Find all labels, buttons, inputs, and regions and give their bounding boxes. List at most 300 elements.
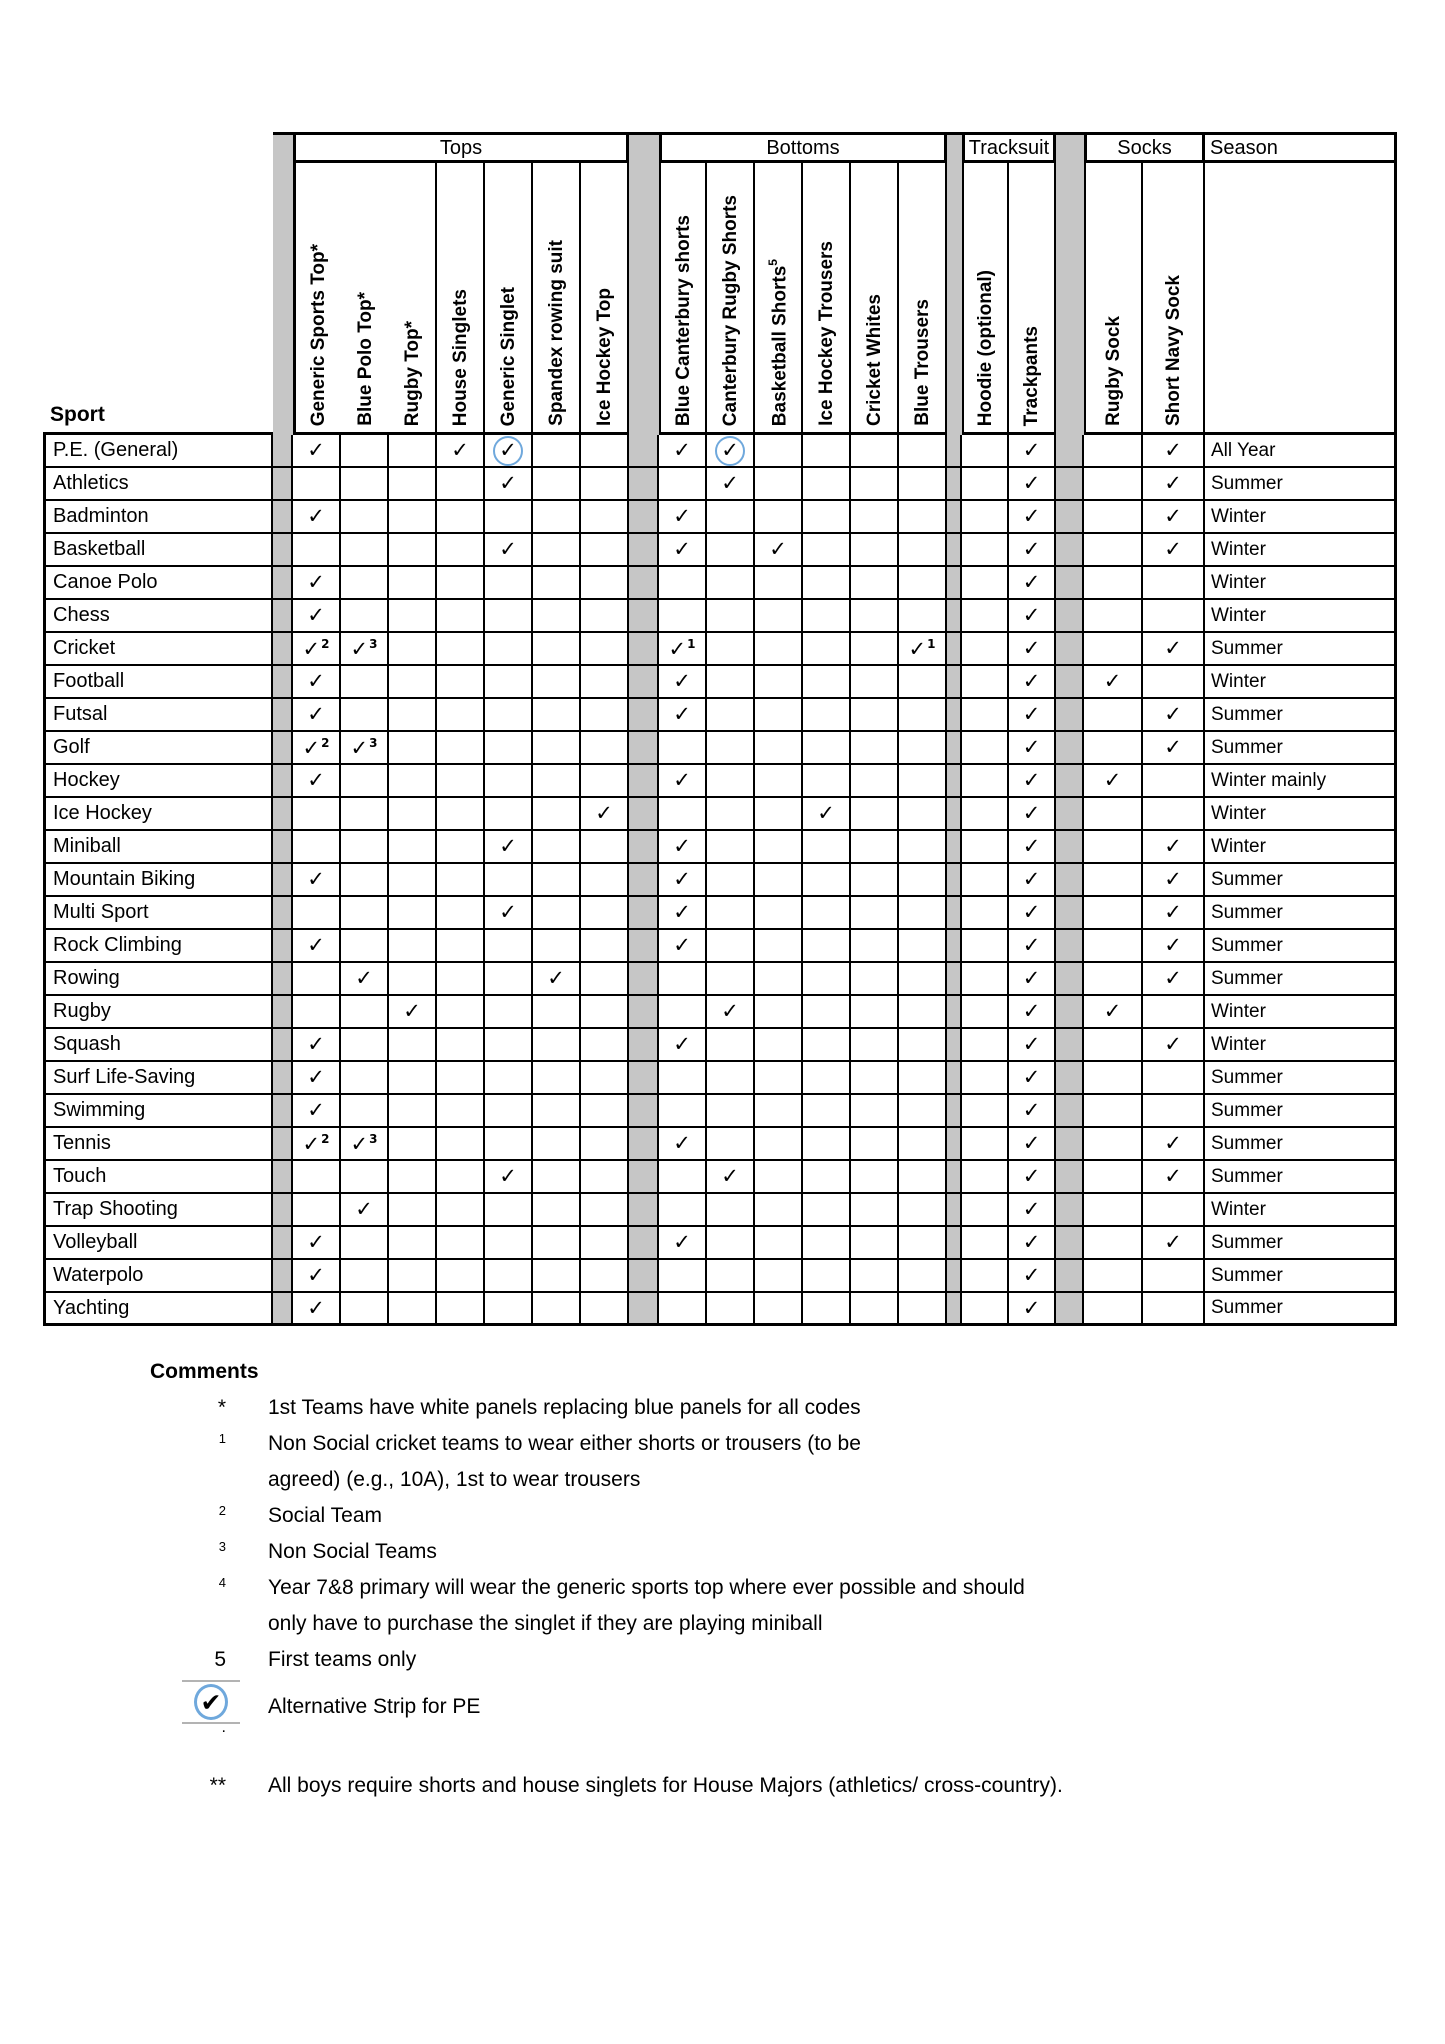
check-cell (1143, 930, 1205, 963)
gray-divider-cell (947, 699, 962, 732)
check-cell (1143, 600, 1205, 633)
check-cell (851, 864, 899, 897)
check-cell (533, 1260, 581, 1293)
check-cell (293, 435, 341, 468)
check-cell (437, 468, 485, 501)
gray-divider-cell (273, 1194, 293, 1227)
gray-divider-cell (947, 996, 962, 1029)
check-cell (581, 996, 629, 1029)
check-cell (1009, 600, 1056, 633)
check-cell (962, 501, 1009, 534)
check-cell (851, 897, 899, 930)
check-cell (1143, 1029, 1205, 1062)
check-cell (962, 699, 1009, 732)
sport-row-label: Squash (43, 1029, 273, 1062)
check-cell (341, 501, 389, 534)
check-cell (1084, 1227, 1143, 1260)
check-cell (707, 930, 755, 963)
check-cell (341, 699, 389, 732)
stray-dot: . (221, 1719, 226, 1736)
gray-divider-cell (1056, 1128, 1084, 1161)
check-cell (755, 831, 803, 864)
check-cell (962, 831, 1009, 864)
check-cell (485, 633, 533, 666)
check-cell (962, 600, 1009, 633)
check-cell (1009, 1062, 1056, 1095)
check-cell (755, 897, 803, 930)
check-cell (899, 1227, 947, 1260)
check-mark: ✓ (1022, 504, 1041, 528)
check-cell (755, 996, 803, 1029)
check-cell (581, 930, 629, 963)
check-cell (803, 897, 851, 930)
check-cell (485, 732, 533, 765)
check-mark: ✓$^2$ (302, 1131, 330, 1156)
check-cell (707, 1260, 755, 1293)
check-cell (962, 468, 1009, 501)
gray-divider-cell (1056, 864, 1084, 897)
sport-row-label: Multi Sport (43, 897, 273, 930)
check-cell (803, 732, 851, 765)
check-cell (1009, 732, 1056, 765)
gray-divider-strip (947, 132, 962, 435)
check-cell (1009, 864, 1056, 897)
check-cell (899, 1095, 947, 1128)
check-cell (899, 1029, 947, 1062)
check-cell (1143, 567, 1205, 600)
check-mark: ✓ (499, 900, 517, 924)
gray-divider-cell (947, 765, 962, 798)
check-cell (389, 534, 437, 567)
check-cell (533, 996, 581, 1029)
check-cell (533, 1029, 581, 1062)
check-cell (485, 831, 533, 864)
check-cell (293, 1128, 341, 1161)
column-header-label: Rugby Top* (401, 320, 423, 426)
check-cell (533, 831, 581, 864)
check-mark: ✓ (1022, 669, 1041, 693)
check-cell (755, 864, 803, 897)
check-cell (803, 699, 851, 732)
check-mark: ✓ (307, 1230, 325, 1254)
check-cell (707, 699, 755, 732)
check-mark: ✓ (673, 537, 691, 561)
sport-row-label: Mountain Biking (43, 864, 273, 897)
check-mark: ✓ (1022, 867, 1041, 891)
gray-divider-cell (947, 501, 962, 534)
footnote-text-line: agreed) (e.g., 10A), 1st to wear trousers (268, 1468, 641, 1491)
check-mark: ✓ (1164, 702, 1182, 726)
check-cell (437, 1029, 485, 1062)
check-cell (707, 1029, 755, 1062)
column-header-label: Ice Hockey Top (593, 288, 615, 426)
gray-divider-cell (1056, 633, 1084, 666)
check-cell (962, 1260, 1009, 1293)
footnote-text (268, 1570, 1340, 1642)
check-cell (1084, 567, 1143, 600)
gray-divider-cell (1056, 963, 1084, 996)
check-cell (659, 1293, 707, 1326)
check-cell (803, 1194, 851, 1227)
check-cell (389, 699, 437, 732)
check-mark: ✓ (307, 867, 325, 891)
check-cell (1143, 831, 1205, 864)
column-group-header-socks: Socks (1084, 132, 1205, 163)
check-mark: ✓ (1022, 768, 1041, 792)
check-cell (899, 996, 947, 1029)
check-cell (851, 1029, 899, 1062)
check-cell (803, 666, 851, 699)
check-cell (581, 864, 629, 897)
gray-divider-cell (1056, 567, 1084, 600)
check-cell (803, 798, 851, 831)
check-cell (437, 534, 485, 567)
check-cell (899, 1260, 947, 1293)
check-cell (707, 963, 755, 996)
gray-divider-cell (273, 1293, 293, 1326)
check-cell (1009, 1260, 1056, 1293)
gray-divider-cell (947, 435, 962, 468)
check-cell (755, 1029, 803, 1062)
comments-section (150, 1360, 1340, 1804)
check-cell (851, 1128, 899, 1161)
sport-row-label: Tennis (43, 1128, 273, 1161)
check-cell (803, 765, 851, 798)
check-cell (389, 1029, 437, 1062)
check-cell (1009, 1227, 1056, 1260)
footnote (150, 1570, 1340, 1642)
column-header (485, 163, 533, 435)
check-cell (962, 1029, 1009, 1062)
check-cell (1084, 468, 1143, 501)
gray-divider-cell (1056, 600, 1084, 633)
check-cell (1009, 435, 1056, 468)
check-mark: ✓ (403, 999, 421, 1023)
check-cell (293, 930, 341, 963)
check-mark: ✓ (307, 669, 325, 693)
gray-divider-strip (1056, 132, 1084, 435)
gray-divider-cell (273, 864, 293, 897)
check-cell (962, 930, 1009, 963)
gray-divider-cell (273, 732, 293, 765)
column-header (707, 163, 755, 435)
check-cell (341, 897, 389, 930)
check-cell (1009, 633, 1056, 666)
gray-divider-cell (947, 1260, 962, 1293)
gray-divider-cell (273, 1161, 293, 1194)
season-cell: All Year (1205, 435, 1397, 468)
check-cell (293, 534, 341, 567)
check-mark: ✓$^3$ (350, 636, 378, 661)
gray-divider-cell (1056, 1260, 1084, 1293)
check-cell (755, 1062, 803, 1095)
check-mark: ✓ (1022, 438, 1041, 462)
column-header-label: Blue Polo Top* (354, 292, 376, 426)
check-mark: ✓ (1103, 669, 1122, 693)
season-cell: Winter (1205, 567, 1397, 600)
check-cell (1084, 633, 1143, 666)
check-cell (293, 666, 341, 699)
gray-divider-cell (947, 1062, 962, 1095)
footnote-text-line: Non Social Teams (268, 1540, 437, 1563)
check-cell (389, 1194, 437, 1227)
check-cell (899, 831, 947, 864)
season-cell: Summer (1205, 1260, 1397, 1293)
check-cell (707, 1227, 755, 1260)
season-cell: Winter (1205, 600, 1397, 633)
check-cell (485, 864, 533, 897)
gray-divider-cell (273, 1029, 293, 1062)
check-cell (341, 963, 389, 996)
check-cell (755, 501, 803, 534)
season-cell: Summer (1205, 1227, 1397, 1260)
check-cell (659, 699, 707, 732)
check-cell (962, 996, 1009, 1029)
check-cell (581, 699, 629, 732)
check-cell (581, 501, 629, 534)
gray-divider-cell (947, 534, 962, 567)
check-cell (803, 1029, 851, 1062)
check-cell (962, 633, 1009, 666)
gray-divider-cell (947, 1095, 962, 1128)
gray-divider-cell (1056, 1095, 1084, 1128)
gray-divider-cell (273, 666, 293, 699)
check-cell (803, 501, 851, 534)
check-mark: ✓ (673, 1230, 691, 1254)
check-mark: ✓ (1022, 1263, 1041, 1287)
check-mark: ✓ (1022, 636, 1041, 660)
check-cell (1009, 501, 1056, 534)
check-cell (581, 534, 629, 567)
check-cell (437, 1062, 485, 1095)
check-cell (1009, 963, 1056, 996)
comments-title: Comments (150, 1360, 259, 1383)
check-cell (899, 963, 947, 996)
check-cell (899, 468, 947, 501)
check-cell (341, 930, 389, 963)
check-cell (1009, 699, 1056, 732)
check-cell (389, 864, 437, 897)
check-cell (341, 1260, 389, 1293)
check-cell (962, 435, 1009, 468)
check-cell (437, 1095, 485, 1128)
check-cell (1143, 963, 1205, 996)
check-mark: ✓ (1164, 900, 1182, 924)
check-cell (389, 798, 437, 831)
check-cell (533, 732, 581, 765)
season-cell: Summer (1205, 930, 1397, 963)
footnote-marker: 1 (218, 1431, 226, 1446)
check-cell (1009, 468, 1056, 501)
check-cell (659, 501, 707, 534)
check-cell (755, 1194, 803, 1227)
gray-divider-cell (273, 1062, 293, 1095)
check-cell (803, 930, 851, 963)
gray-divider-cell (1056, 435, 1084, 468)
column-group-header-tracksuit: Tracksuit (962, 132, 1056, 163)
check-cell (659, 732, 707, 765)
gray-divider-cell (629, 1029, 659, 1062)
check-cell (533, 1128, 581, 1161)
season-cell: Summer (1205, 1095, 1397, 1128)
check-cell (485, 798, 533, 831)
check-cell (755, 930, 803, 963)
check-cell (389, 1161, 437, 1194)
column-header-label: Blue Trousers (911, 299, 933, 426)
check-cell (707, 996, 755, 1029)
check-cell (389, 1293, 437, 1326)
check-cell (707, 1161, 755, 1194)
check-cell (851, 765, 899, 798)
check-cell (899, 600, 947, 633)
check-cell (293, 501, 341, 534)
footnote-marker: ** (209, 1774, 226, 1797)
gray-divider-cell (273, 699, 293, 732)
sport-row-label: Canoe Polo (43, 567, 273, 600)
check-cell (803, 1095, 851, 1128)
check-mark: ✓ (1164, 636, 1182, 660)
check-cell (851, 567, 899, 600)
check-cell (581, 633, 629, 666)
check-cell (1084, 1260, 1143, 1293)
check-cell (803, 1128, 851, 1161)
check-cell (533, 534, 581, 567)
footnote-text-line: 1st Teams have white panels replacing blue panels for all codes (268, 1396, 861, 1419)
check-cell (851, 666, 899, 699)
gray-divider-cell (1056, 930, 1084, 963)
gray-divider-cell (629, 1260, 659, 1293)
check-mark: ✓ (1164, 867, 1182, 891)
check-cell (533, 1194, 581, 1227)
check-cell (341, 1227, 389, 1260)
check-cell (803, 963, 851, 996)
check-cell (533, 1095, 581, 1128)
check-cell (1084, 930, 1143, 963)
check-cell (899, 699, 947, 732)
gray-divider-cell (1056, 996, 1084, 1029)
check-cell (293, 1029, 341, 1062)
check-cell (485, 567, 533, 600)
check-cell (707, 567, 755, 600)
check-cell (485, 1293, 533, 1326)
check-cell (659, 435, 707, 468)
check-cell (962, 1293, 1009, 1326)
gray-divider-cell (629, 633, 659, 666)
check-cell (581, 897, 629, 930)
check-cell (707, 666, 755, 699)
gray-divider-cell (947, 633, 962, 666)
check-cell (1009, 1128, 1056, 1161)
check-cell (1084, 864, 1143, 897)
check-cell (485, 1194, 533, 1227)
check-cell (341, 534, 389, 567)
check-mark: ✓ (1022, 966, 1041, 990)
season-cell: Summer (1205, 1293, 1397, 1326)
check-cell (389, 1227, 437, 1260)
check-cell (389, 732, 437, 765)
check-cell (341, 1095, 389, 1128)
check-cell (962, 1161, 1009, 1194)
check-cell (803, 1062, 851, 1095)
sport-row-label: Futsal (43, 699, 273, 732)
column-header-label: Basketball Shorts$^5$ (765, 258, 791, 426)
check-cell (1084, 1293, 1143, 1326)
check-mark: ✓ (673, 1131, 691, 1155)
check-cell (962, 1194, 1009, 1227)
check-mark: ✓ (499, 834, 517, 858)
check-cell (389, 765, 437, 798)
check-mark: ✓ (1022, 1164, 1041, 1188)
gray-divider-cell (273, 897, 293, 930)
check-cell (803, 567, 851, 600)
check-cell (293, 897, 341, 930)
check-cell (659, 1062, 707, 1095)
check-cell (485, 1260, 533, 1293)
check-cell (485, 1128, 533, 1161)
season-cell: Summer (1205, 468, 1397, 501)
check-cell (581, 1029, 629, 1062)
check-mark: ✓ (1164, 1131, 1182, 1155)
check-cell (1084, 1062, 1143, 1095)
check-cell (659, 1227, 707, 1260)
check-cell (755, 633, 803, 666)
check-cell (1143, 435, 1205, 468)
gray-divider-cell (273, 765, 293, 798)
check-cell (485, 963, 533, 996)
column-header-label: Generic Singlet (497, 286, 519, 426)
check-cell (803, 534, 851, 567)
check-cell (899, 633, 947, 666)
check-cell (341, 633, 389, 666)
gray-divider-cell (1056, 897, 1084, 930)
check-cell (581, 765, 629, 798)
check-cell (659, 567, 707, 600)
check-mark: ✓$^1$ (908, 636, 936, 661)
check-cell (485, 534, 533, 567)
check-cell (755, 765, 803, 798)
check-mark: ✓ (721, 999, 739, 1023)
column-header (341, 163, 389, 435)
check-cell (341, 1194, 389, 1227)
check-cell (533, 633, 581, 666)
check-cell (437, 633, 485, 666)
check-cell (485, 1029, 533, 1062)
gray-divider-cell (1056, 1029, 1084, 1062)
check-cell (389, 501, 437, 534)
check-cell (581, 1095, 629, 1128)
check-cell (437, 1227, 485, 1260)
check-cell (659, 1260, 707, 1293)
check-cell (1084, 963, 1143, 996)
column-header (1084, 163, 1143, 435)
gray-divider-cell (1056, 732, 1084, 765)
gray-divider-cell (629, 468, 659, 501)
column-header (1009, 163, 1056, 435)
check-cell (1009, 798, 1056, 831)
check-cell (755, 1293, 803, 1326)
gray-divider-cell (273, 831, 293, 864)
check-mark: ✓ (307, 603, 325, 627)
sport-row-label: P.E. (General) (43, 435, 273, 468)
footnote-marker: 3 (218, 1539, 226, 1554)
check-cell (485, 1095, 533, 1128)
gray-divider-cell (1056, 831, 1084, 864)
check-cell (1084, 798, 1143, 831)
gray-divider-cell (947, 1029, 962, 1062)
gray-divider-cell (273, 534, 293, 567)
footnote-marker: * (217, 1396, 226, 1419)
check-cell (1084, 1029, 1143, 1062)
